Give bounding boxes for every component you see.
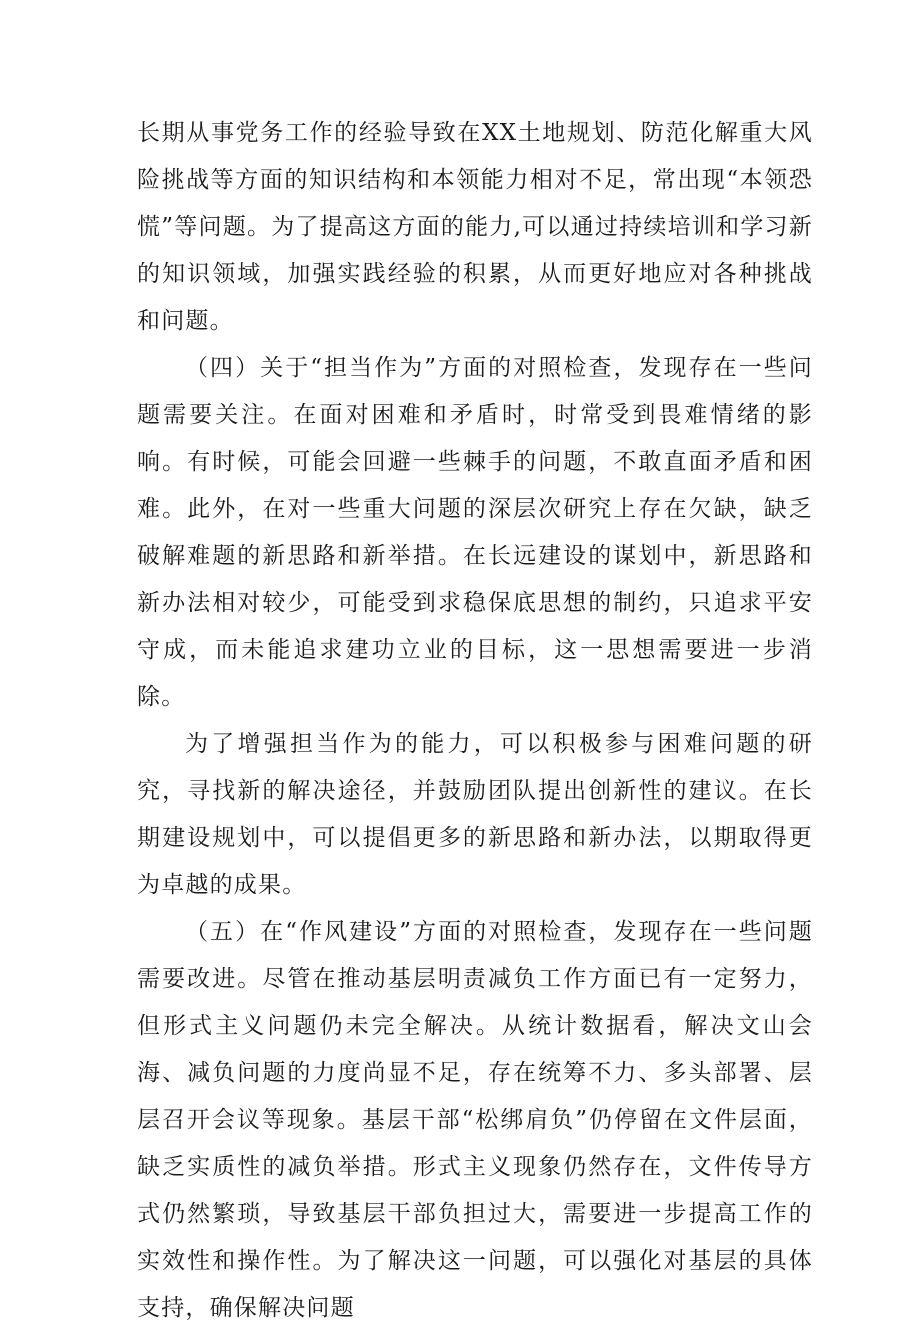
paragraph-improvement: 为了增强担当作为的能力，可以积极参与困难问题的研究，寻找新的解决途径，并鼓励团队提出创新性的建议。在长期建设规划中，可以提倡更多的新思路和新办法，以期取得更为卓越的成果。 xyxy=(137,731,813,898)
paragraph-section-five: （五）在“作风建设”方面的对照检查，发现存在一些问题需要改进。尽管在推动基层明责减负工作方面已有一定努力，但形式主义问题仍未完全解决。从统计数据看，解决文山会海、减负问题的力度尚显不足，存在统筹不力、多头部署、层层召开会议等现象。基层干部“松绑肩负”仍停留在文件层面，缺乏实质性的减负举措。形式主义现象仍然存在，文件传导方式仍然繁琐，导致基层干部负担过大，需要进一步提高工作的实效性和操作性。为了解决这一问题，可以强化对基层的具体支持，确保解决问题 xyxy=(137,919,813,1321)
paragraph-continuation: 长期从事党务工作的经验导致在XX土地规划、防范化解重大风险挑战等方面的知识结构和本领能力相对不足，常出现“本领恐慌”等问题。为了提高这方面的能力,可以通过持续培训和学习新的知识领域，加强实践经验的积累，从而更好地应对各种挑战和问题。 xyxy=(137,120,813,334)
paragraph-section-four: （四）关于“担当作为”方面的对照检查，发现存在一些问题需要关注。在面对困难和矛盾时，时常受到畏难情绪的影响。有时候，可能会回避一些棘手的问题，不敢直面矛盾和困难。此外，在对一些重大问题的深层次研究上存在欠缺，缺乏破解难题的新思路和新举措。在长远建设的谋划中，新思路和新办法相对较少，可能受到求稳保底思想的制约，只追求平安守成，而未能追求建功立业的目标，这一思想需要进一步消除。 xyxy=(137,355,813,710)
document-body xyxy=(137,110,813,1332)
